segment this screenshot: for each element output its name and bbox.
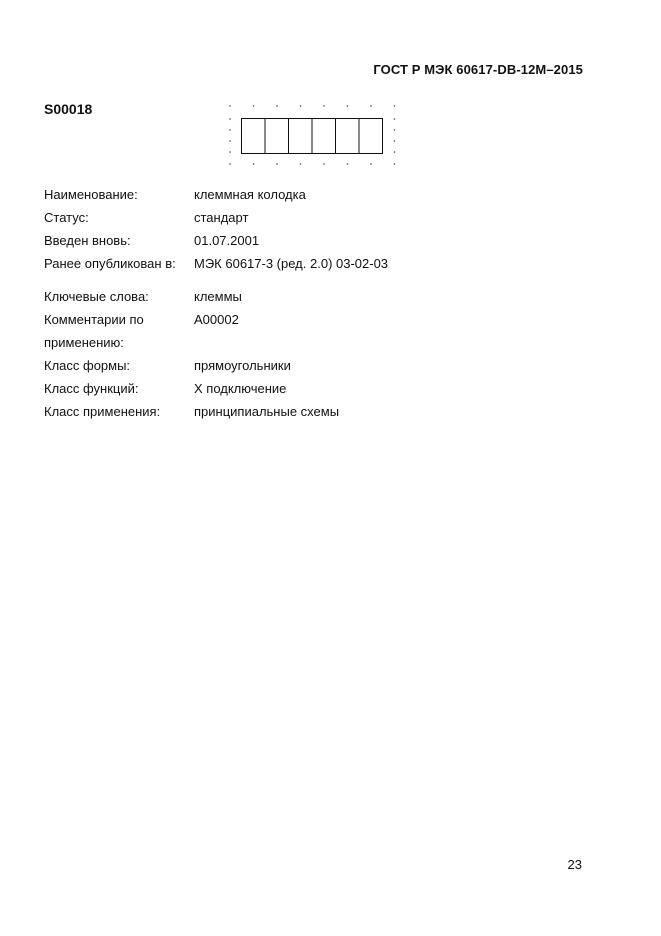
attribute-label-line: Комментарии по — [44, 312, 144, 327]
attribute-label: Статус: — [44, 210, 89, 225]
attribute-label-line: применению: — [44, 335, 124, 350]
attribute-label: Класс формы: — [44, 358, 131, 373]
attribute-group-gap — [44, 275, 388, 285]
attribute-row-application-class — [44, 400, 388, 423]
symbol-id: S00018 — [44, 101, 93, 117]
attribute-row-function-class — [44, 377, 388, 400]
attribute-value: принципиальные схемы — [194, 404, 340, 419]
attribute-row-previously-published — [44, 252, 388, 275]
attribute-label: Введен вновь: — [44, 233, 131, 248]
attribute-value: МЭК 60617-3 (ред. 2.0) 03-02-03 — [194, 256, 389, 271]
attribute-value: A00002 — [194, 312, 239, 327]
standard-code-header: ГОСТ Р МЭК 60617-DB-12M–2015 — [373, 62, 583, 77]
attribute-value: клеммы — [194, 289, 242, 304]
attribute-row-status — [44, 206, 388, 229]
attribute-value: 01.07.2001 — [194, 233, 260, 248]
symbol-attributes-table — [44, 183, 388, 423]
attribute-value: стандарт — [194, 210, 249, 225]
attribute-row-introduced — [44, 229, 388, 252]
attribute-row-name — [44, 183, 388, 206]
attribute-value: клеммная колодка — [194, 187, 306, 202]
attribute-label: Ранее опубликован в: — [44, 256, 176, 271]
terminal-cells — [242, 119, 383, 154]
attribute-label: Наименование: — [44, 187, 138, 202]
page-number: 23 — [567, 857, 582, 872]
attribute-label: Ключевые слова: — [44, 289, 149, 304]
attribute-label: Класс функций: — [44, 381, 139, 396]
terminal-block-symbol — [226, 103, 404, 167]
attribute-row-application-notes — [44, 308, 388, 354]
attribute-row-keywords — [44, 285, 388, 308]
attribute-value: прямоугольники — [194, 358, 291, 373]
attribute-value: X подключение — [194, 381, 287, 396]
attribute-row-shape-class — [44, 354, 388, 377]
attribute-label — [44, 308, 194, 354]
attribute-label: Класс применения: — [44, 404, 161, 419]
